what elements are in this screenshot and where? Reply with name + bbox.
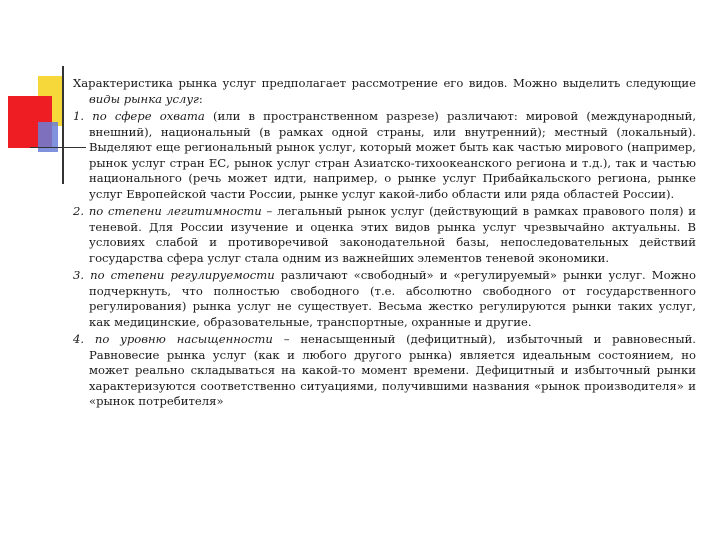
decor-vertical-line bbox=[62, 66, 64, 184]
intro-tail: : bbox=[198, 91, 203, 106]
list-item bbox=[73, 268, 696, 330]
list-item bbox=[73, 204, 696, 266]
list-item-text: – легальный рынок услуг (действующий в рамках правового поля) и теневой. Для России изучение и оценка этих видов рынка услуг чрезвычайно актуальны. В условиях слабой и противоречивой законодательной базы, непоследовательных действий государства сфера услуг стала одним из важнейших элементов теневой экономики. bbox=[89, 204, 697, 265]
intro-term: виды рынка услуг bbox=[89, 91, 199, 106]
list-item-text: различают «свободный» и «регулируемый» рынки услуг. Можно подчеркнуть, что полностью свободного (т.е. абсолютно свободного от государственного регулирования) рынка услуг не существует. Весьма жестко регулируются рынки таких услуг, как медицинские, образовательные, транспортные, охранные и другие. bbox=[89, 268, 696, 329]
list-item-term: по степени легитимности bbox=[88, 204, 262, 218]
list-item-number: 3. bbox=[73, 268, 85, 282]
list-item-term: по степени регулируемости bbox=[90, 268, 275, 282]
list-item bbox=[73, 109, 696, 202]
list-item-number: 1. bbox=[73, 109, 85, 123]
list-item bbox=[73, 332, 696, 410]
list-item-term: по уровню насыщенности bbox=[94, 332, 273, 346]
intro-text: Характеристика рынка услуг предполагает рассмотрение его видов. Можно выделить следующие bbox=[73, 76, 696, 90]
list-item-term: по сфере охвата bbox=[92, 109, 205, 123]
list-item-number: 4. bbox=[73, 332, 85, 346]
list-item-number: 2. bbox=[73, 204, 85, 218]
list-item-text: (или в пространственном разрезе) различают: мировой (международный, внешний), национальный (в рамках одной страны, или внутренний); местный (локальный). Выделяют еще региональный рынок услуг, который может быть как частью мирового (например, рынок услуг стран ЕС, рынок услуг стран Азиатско-тихоокеанского региона и т.д.), так и частью национального (речь может идти, например, о рынке услуг Прибайкальского региона, рынке услуг Европейской части России, рынке услуг какой-либо области или ряда областей России). bbox=[89, 109, 697, 201]
intro-paragraph bbox=[73, 76, 696, 107]
list-item-text: – ненасыщенный (дефицитный), избыточный и равновесный. Равновесие рынка услуг (как и любого другого рынка) является идеальным состоянием, но может реально складываться на какой-то момент времени. Дефицитный и избыточный рынки характеризуются соответственно ситуациями, получившими названия «рынок производителя» и «рынок потребителя» bbox=[89, 332, 696, 408]
slide-text bbox=[73, 76, 696, 412]
